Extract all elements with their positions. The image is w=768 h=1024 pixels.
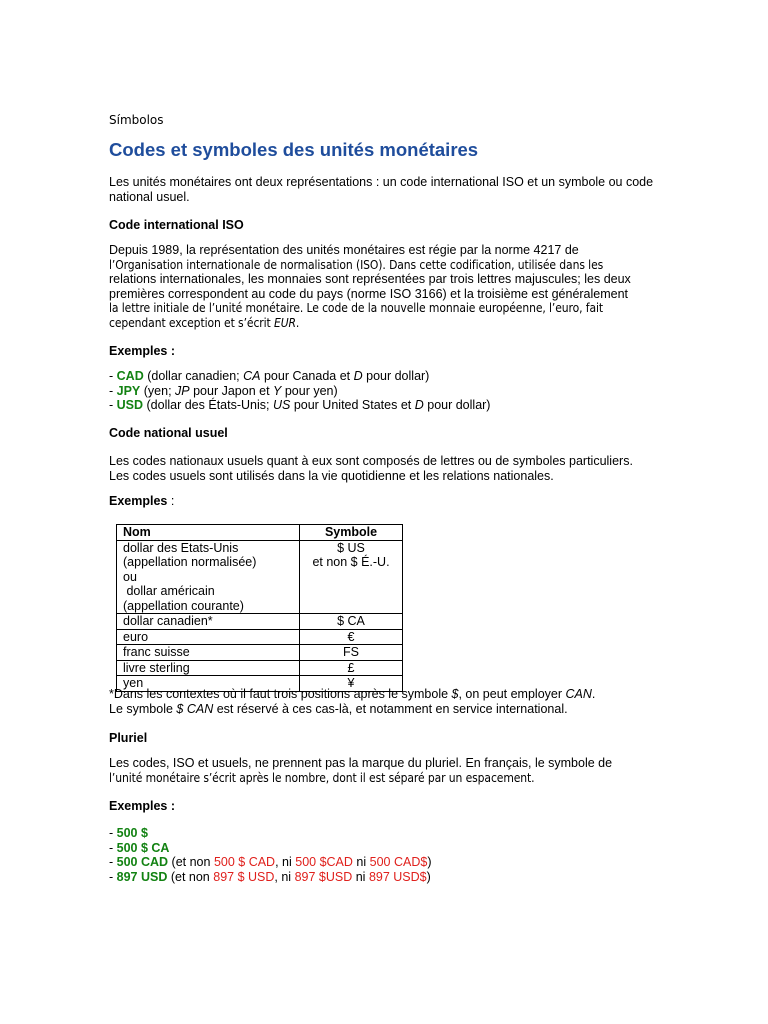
footnote-italic: $ CAN (176, 701, 214, 716)
table-cell-symbol: $ CA (300, 614, 403, 630)
table-row (117, 614, 403, 630)
item-italic: US (272, 398, 291, 412)
item-text: (dollar des États-Unis; (143, 398, 273, 412)
table-cell-symbol (300, 540, 403, 614)
list-item (109, 369, 490, 384)
column-header-symbol: Symbole (300, 525, 403, 541)
footnote-text: est réservé à ces cas-là, et notamment en service international. (213, 701, 568, 716)
item-text: ) (427, 855, 432, 869)
incorrect-form: 897 $USD (294, 869, 353, 884)
cell-line: $ US (337, 540, 365, 555)
item-text: (et non (168, 855, 214, 869)
cell-line: (appellation courante) (123, 598, 244, 613)
national-line: Les codes usuels sont utilisés dans la vie quotidienne et les relations nationales. (109, 468, 554, 483)
list-dash: - (109, 398, 117, 412)
correct-form: 500 CAD (116, 855, 169, 869)
examples-label-bold: Exemples (109, 494, 168, 508)
pluriel-line: Les codes, ISO et usuels, ne prennent pas la marque du pluriel. En français, le symbole de (109, 756, 613, 770)
item-text: pour dollar) (362, 369, 430, 383)
correct-form: 897 USD (116, 869, 168, 884)
table-cell-name (117, 540, 300, 614)
item-text: (dollar canadien; (143, 369, 244, 383)
list-item (109, 855, 431, 870)
incorrect-form: 500 $CAD (295, 855, 353, 869)
item-text: (et non (167, 869, 214, 884)
footnote-line (109, 702, 709, 717)
pluriel-line: l’unité monétaire s’écrit après le nombre, dont il est séparé par un espacement. (109, 770, 535, 785)
page-title: Codes et symboles des unités monétaires (109, 139, 479, 160)
list-item (109, 384, 490, 399)
list-item (109, 870, 431, 885)
currency-code: USD (116, 398, 144, 412)
iso-line: la lettre initiale de l’unité monétaire. Le code de la nouvelle monnaie européenne, l’euro, fait (109, 301, 604, 315)
symbols-table (116, 524, 403, 692)
incorrect-form: 897 USD$ (368, 869, 427, 884)
footnote-line (109, 687, 709, 702)
table-cell-symbol: £ (300, 660, 403, 676)
item-italic: CA (243, 369, 261, 383)
item-text: pour dollar) (423, 398, 491, 412)
cell-line: dollar des Etats-Unis (123, 540, 239, 555)
item-text: pour yen) (281, 383, 338, 398)
list-dash: - (109, 840, 117, 855)
iso-examples-label: Exemples : (109, 344, 176, 358)
iso-line: premières correspondent au code du pays (norme ISO 3166) et la troisième est généralement (109, 286, 629, 301)
item-text: pour Japon et (189, 383, 274, 398)
iso-line (109, 316, 669, 331)
table-row (117, 645, 403, 661)
column-header-name: Nom (117, 525, 300, 541)
iso-examples-list (109, 369, 490, 413)
cell-line: dollar américain (123, 584, 215, 598)
table-row (117, 540, 403, 614)
table-cell-symbol: ¥ (300, 676, 403, 692)
item-text: ni (352, 855, 370, 869)
cell-line: (appellation normalisée) (123, 555, 257, 569)
table-cell-symbol: FS (300, 645, 403, 661)
intro-paragraph: Les unités monétaires ont deux représentations : un code international ISO et un symbole ou code national usuel. (109, 175, 654, 204)
item-text: pour Canada et (260, 369, 354, 383)
national-paragraph (109, 454, 669, 483)
iso-line-end: . (295, 315, 300, 330)
table-row (117, 660, 403, 676)
pluriel-heading: Pluriel (109, 731, 148, 745)
currency-code: JPY (116, 383, 141, 398)
examples-label-rest: : (167, 494, 175, 508)
table-cell-name: euro (117, 629, 300, 645)
list-dash: - (109, 826, 117, 840)
table-row (117, 629, 403, 645)
table-cell-symbol: € (300, 629, 403, 645)
table-cell-name: livre sterling (117, 660, 300, 676)
item-text: , ni (274, 869, 295, 884)
footnote-text: . (591, 687, 596, 701)
list-item (109, 826, 431, 841)
list-item (109, 841, 431, 856)
item-italic: JP (175, 383, 190, 398)
pluriel-examples-label: Exemples : (109, 799, 176, 813)
iso-line: Depuis 1989, la représentation des unités monétaires est régie par la norme 4217 de (109, 243, 579, 257)
pluriel-examples-list (109, 826, 431, 884)
cell-line: ou (123, 569, 137, 584)
pluriel-paragraph (109, 756, 669, 785)
iso-line: l’Organisation internationale de normalisation (ISO). Dans cette codification, utilisée dans les (109, 257, 604, 272)
iso-line: relations internationales, les monnaies sont représentées par trois lettres majuscules; les deux (109, 272, 631, 286)
list-dash: - (109, 869, 117, 884)
item-text: ni (352, 869, 369, 884)
eur-code: EUR (273, 315, 296, 330)
list-dash: - (109, 855, 117, 869)
list-item (109, 398, 490, 413)
table-cell-name: yen (117, 676, 300, 692)
footnote-text: , on peut employer (458, 687, 566, 701)
currency-code: CAD (116, 369, 144, 383)
item-text: , ni (275, 855, 296, 869)
correct-form: 500 $ (116, 826, 148, 840)
incorrect-form: 500 $ CAD (213, 855, 276, 869)
list-dash: - (109, 369, 117, 383)
item-text: (yen; (140, 383, 176, 398)
national-line: Les codes nationaux usuels quant à eux sont composés de lettres ou de symboles particuliers. (109, 454, 633, 468)
national-heading: Code national usuel (109, 426, 228, 440)
iso-paragraph (109, 243, 669, 330)
item-italic: D (414, 398, 424, 412)
footnote-text: *Dans les contextes où il faut trois positions après le symbole (109, 687, 452, 701)
table-cell-name: franc suisse (117, 645, 300, 661)
list-dash: - (109, 383, 117, 398)
footnote-text: Le symbole (109, 701, 177, 716)
iso-line-text: cependant exception et s’écrit (109, 315, 274, 330)
correct-form: 500 $ CA (116, 840, 170, 855)
item-italic: Y (273, 383, 282, 398)
incorrect-form: 897 $ USD (213, 869, 275, 884)
iso-heading: Code international ISO (109, 218, 244, 232)
table-cell-name: dollar canadien* (117, 614, 300, 630)
table-header-row (117, 525, 403, 541)
item-italic: D (353, 369, 363, 383)
footnote-italic: CAN (565, 687, 592, 701)
section-label: Símbolos (109, 113, 164, 127)
incorrect-form: 500 CAD$ (369, 855, 428, 869)
item-text: pour United States et (290, 398, 415, 412)
national-examples-label (109, 494, 174, 509)
footnote-italic: $ (451, 687, 459, 701)
table-footnote (109, 687, 709, 716)
item-text: ) (426, 869, 431, 884)
cell-line: et non $ É.-U. (312, 555, 390, 569)
